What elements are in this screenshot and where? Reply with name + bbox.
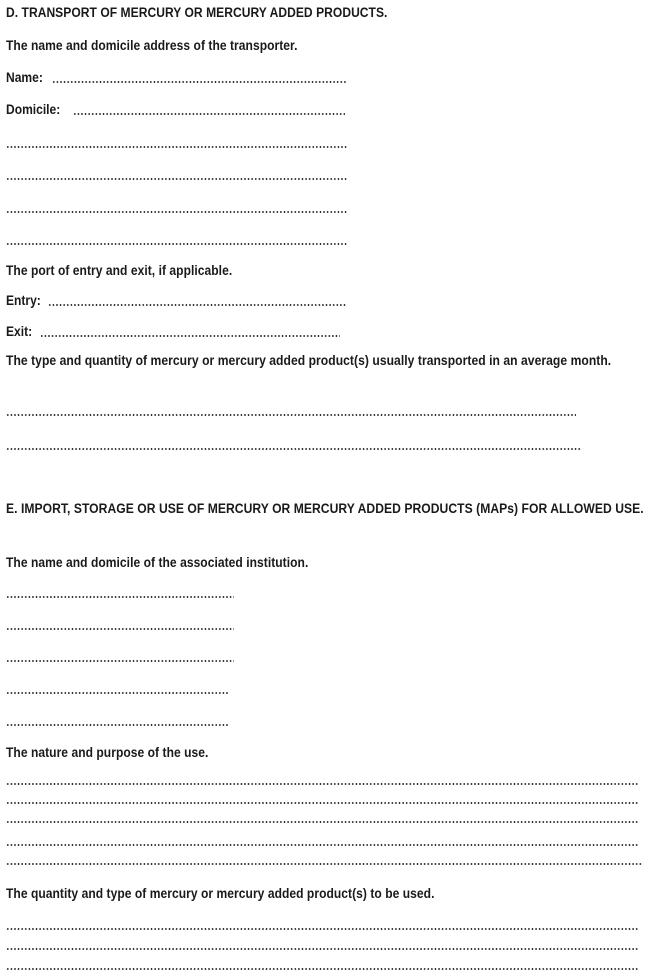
dotted-line: [6, 802, 638, 804]
dotted-line: [6, 724, 229, 726]
institution-prompt: The name and domicile of the associated institution.: [6, 555, 309, 570]
section-d-heading: D. TRANSPORT OF MERCURY OR MERCURY ADDED PRODUCTS.: [6, 5, 388, 20]
dotted-line: [6, 948, 638, 950]
transporter-name-field[interactable]: [6, 69, 351, 87]
transporter-prompt: The name and domicile address of the transporter.: [6, 38, 298, 53]
nature-line-4[interactable]: [6, 838, 646, 856]
domicile-line-4[interactable]: [6, 199, 351, 217]
type-quantity-line-2[interactable]: [6, 442, 586, 460]
exit-label: Exit:: [6, 324, 33, 339]
quantity-prompt: The quantity and type of mercury or mercury added product(s) to be used.: [6, 886, 435, 901]
dotted-line: [6, 844, 638, 846]
dotted-line: [6, 863, 642, 865]
dotted-line: [6, 968, 638, 970]
institution-line-4[interactable]: [6, 686, 241, 704]
dotted-line: [6, 448, 582, 450]
dotted-line: [6, 692, 229, 694]
institution-line-2[interactable]: [6, 622, 241, 640]
quantity-line-3[interactable]: [6, 962, 646, 980]
nature-prompt: The nature and purpose of the use.: [6, 745, 209, 760]
dotted-line: [6, 146, 348, 148]
nature-line-2[interactable]: [6, 796, 646, 814]
exit-dotted-line: [40, 335, 340, 337]
dotted-line: [6, 211, 348, 213]
nature-line-1[interactable]: [6, 777, 646, 795]
quantity-line-1[interactable]: [6, 922, 646, 940]
domicile-line-5[interactable]: [6, 231, 351, 249]
dotted-line: [6, 660, 234, 662]
dotted-line: [6, 628, 234, 630]
dotted-line: [6, 414, 576, 416]
nature-line-3[interactable]: [6, 815, 646, 833]
domicile-line-3[interactable]: [6, 166, 351, 184]
dotted-line: [6, 178, 348, 180]
port-prompt: The port of entry and exit, if applicable.: [6, 263, 233, 278]
transporter-domicile-field[interactable]: [6, 101, 351, 119]
section-e-heading: E. IMPORT, STORAGE OR USE OF MERCURY OR MERCURY ADDED PRODUCTS (MAPs) FOR ALLOWED USE.: [6, 501, 644, 516]
type-quantity-prompt: The type and quantity of mercury or mercury added product(s) usually transported in an average month.: [6, 353, 612, 368]
dotted-line: [6, 928, 638, 930]
dotted-line: [6, 783, 638, 785]
dotted-line: [6, 821, 638, 823]
entry-field[interactable]: [6, 292, 351, 310]
entry-dotted-line: [48, 304, 346, 306]
domicile-dotted-line: [73, 113, 345, 115]
institution-line-5[interactable]: [6, 718, 241, 736]
dotted-line: [6, 243, 348, 245]
entry-label: Entry:: [6, 293, 41, 308]
institution-line-1[interactable]: [6, 590, 241, 608]
domicile-line-2[interactable]: [6, 134, 351, 152]
name-dotted-line: [52, 81, 347, 83]
nature-line-5[interactable]: [6, 857, 651, 875]
dotted-line: [6, 596, 234, 598]
domicile-label: Domicile:: [6, 102, 61, 117]
quantity-line-2[interactable]: [6, 942, 646, 960]
name-label: Name:: [6, 70, 43, 85]
type-quantity-line-1[interactable]: [6, 408, 586, 426]
exit-field[interactable]: [6, 323, 351, 341]
institution-line-3[interactable]: [6, 654, 241, 672]
